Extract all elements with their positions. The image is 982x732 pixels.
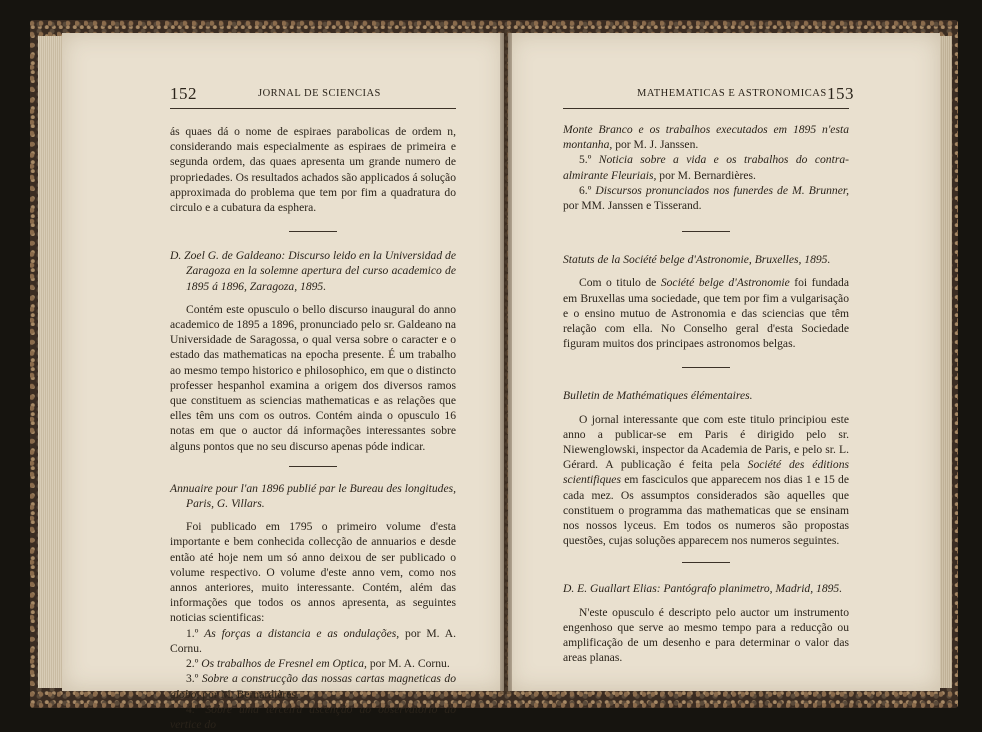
right-page-number: 153	[827, 84, 854, 103]
list-item: 1.º As forças a distancia e as ondulações, por M. A. Cornu.	[170, 626, 457, 655]
right-text-column	[563, 122, 849, 665]
list-item: 5.º Noticia sobre a vida e os trabalhos do contra-almirante Fleuriais, por M. Bernardières.	[563, 153, 849, 182]
right-page-edges	[938, 36, 952, 688]
section-separator	[682, 231, 730, 232]
list-item: 3.º Sobre a construcção das nossas cartas magneticas do globo, por M. Bernardières.	[170, 672, 456, 701]
book-gutter	[500, 30, 512, 694]
entry-text-guallart: N'este opusculo é descripto pelo auctor um instrumento engenhoso que serve ao mesmo tempo para a reducção ou amplificação de um desenho e para determinar o valor das areas planas.	[563, 605, 849, 665]
left-header-rule	[170, 108, 456, 109]
left-page-edges	[38, 36, 64, 688]
entry-heading-statuts: Statuts de la Société belge d'Astronomie, Bruxelles, 1895.	[563, 253, 831, 267]
right-running-head: MATHEMATICAS E ASTRONOMICAS	[637, 88, 827, 99]
list-item: 4.º Sobre uma terceira ascenção ao observatorio do vertice do	[170, 702, 456, 731]
right-header-rule	[563, 108, 849, 109]
list-item: 6.º Discursos pronunciados nos funerdes de M. Brunner, por MM. Janssen e Tisserand.	[563, 183, 849, 213]
section-separator	[289, 231, 337, 232]
left-page-number: 152	[170, 84, 197, 103]
list-item: Monte Branco e os trabalhos executados em 1895 n'esta montanha, por M. J. Janssen.	[563, 123, 849, 152]
section-separator	[289, 466, 337, 467]
section-separator	[682, 367, 730, 368]
left-text-column	[170, 124, 456, 732]
list-item: 2.º Os trabalhos de Fresnel em Optica, por M. A. Cornu.	[186, 657, 450, 671]
left-running-head: JORNAL DE SCIENCIAS	[258, 88, 381, 99]
entry-heading-guallart: D. E. Guallart Elias: Pantógrafo planimetro, Madrid, 1895.	[563, 582, 843, 596]
opening-paragraph: ás quaes dá o nome de espiraes parabolicas de ordem n, considerando mais especialmente as espiraes de primeira e segunda ordem, das quaes apresenta um grande numero de propriedades. Os resultados achados são applicados á solução approximada do problema que tem por fim a quadratura do circulo e a cubatura da esphera.	[170, 125, 456, 215]
entry-text-annuaire: Foi publicado em 1795 o primeiro volume d'esta importante e bem conhecida collecção de annuarios e desde então até hoje nem um só anno deixou de ser publicado o volume respectivo. O volume d'este anno vem, como nos annos anteriores, muito interessante. Contém, além das informações que todos os annos apresenta, as seguintes noticias scientificas:	[170, 520, 456, 625]
entry-heading-galdeano: D. Zoel G. de Galdeano: Discurso leido en la Universidad de Zaragoza en la solemne apertura del curso academico de 1895 á 1896, Zaragoza, 1895.	[170, 249, 456, 293]
section-separator	[682, 562, 730, 563]
entry-heading-annuaire: Annuaire pour l'an 1896 publié par le Bureau des longitudes, Paris, G. Villars.	[170, 481, 456, 511]
entry-text-statuts: Com o titulo de Société belge d'Astronomie foi fundada em Bruxellas uma sociedade, que tem por fim a vulgarisação e o ensino mutuo de Astronomia e das sciencias que têm relação com ella. No Conselho geral d'esta Sociedade figuram muitos dos principaes astronomos belgas.	[563, 276, 849, 351]
entry-text-galdeano: Contém este opusculo o bello discurso inaugural do anno academico de 1895 a 1896, pronunciado pelo sr. Galdeano na Universidade de Saragossa, o qual versa sobre o caracter e o estado das mathematicas na epocha presente. É um trabalho ao mesmo tempo historico e philosophico, em que o distincto professer hespanhol examina a origem dos diversos ramos que constituem as sciencias mathematicas e as relações que elles têm uns com os outros. Contém ainda o opusculo 16 notas em que o auctor dá informações interessantes sobre alguns pontos que no seu discurso apenas póde indicar.	[170, 302, 456, 453]
entry-heading-bulletin: Bulletin de Mathématiques élémentaires.	[563, 389, 753, 403]
entry-text-bulletin: O jornal interessante que com este titulo principiou este anno a publicar-se em Paris é dirigido pelo sr. Niewenglowski, inspector da Academia de Paris, e pelo sr. L. Gérard. A publicação é feita pela Société des éditions scientifiques em fasciculos que apparecem nos dias 1 e 15 de cada mez. Os assumptos considerados são aquelles que constituem o programma das mathematicas que se ensinam nos nossos lyceus. Em todos os numeros são propostas questões, cujas soluções apparecem nos numeros seguintes.	[563, 412, 850, 548]
